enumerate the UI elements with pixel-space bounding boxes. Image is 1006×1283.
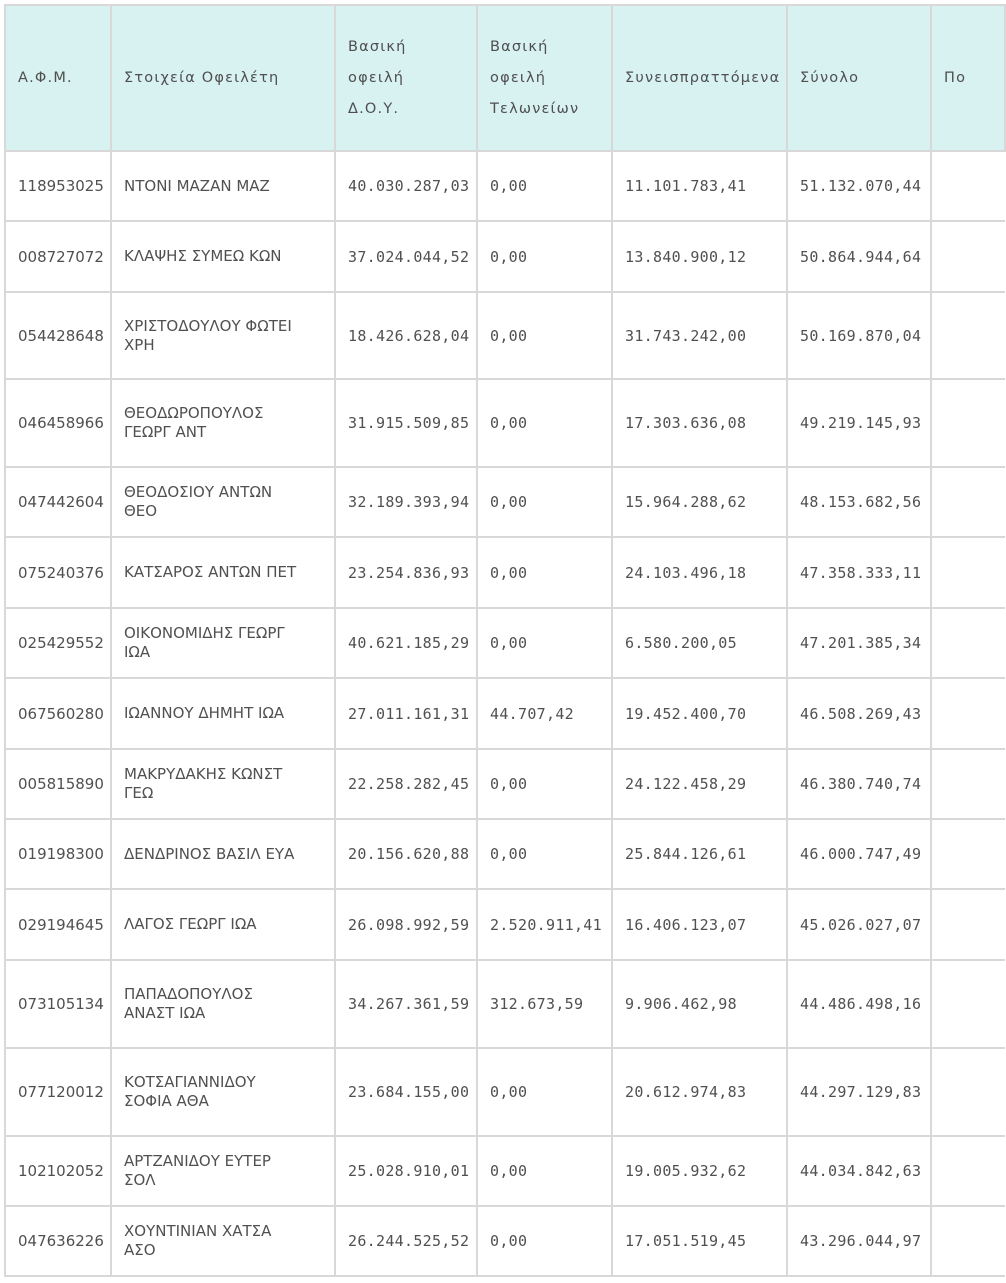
debtor-name-cell	[111, 537, 335, 608]
truncated-column-cell	[931, 292, 1005, 379]
basic-debt-customs-cell: 0,00	[477, 1206, 612, 1276]
co-collected-cell: 16.406.123,07	[612, 889, 787, 960]
basic-debt-customs-cell: 0,00	[477, 221, 612, 292]
co-collected-cell: 13.840.900,12	[612, 221, 787, 292]
header-afm: Α.Φ.Μ.	[5, 5, 111, 151]
debtor-name-text: ΛΑΓΟΣ ΓΕΩΡΓ ΙΩΑ	[124, 915, 257, 933]
basic-debt-customs-cell: 0,00	[477, 537, 612, 608]
debtor-name-text: ΧΡΙΣΤΟΔΟΥΛΟΥ ΦΩΤΕΙ ΧΡΗ	[124, 316, 292, 354]
total-cell: 46.380.740,74	[787, 749, 931, 819]
basic-debt-doy-cell: 25.028.910,01	[335, 1136, 477, 1206]
basic-debt-doy-cell: 40.621.185,29	[335, 608, 477, 678]
co-collected-cell: 9.906.462,98	[612, 960, 787, 1048]
total-cell: 51.132.070,44	[787, 151, 931, 221]
debtor-name-cell	[111, 889, 335, 960]
basic-debt-doy-cell: 23.254.836,93	[335, 537, 477, 608]
total-cell: 44.486.498,16	[787, 960, 931, 1048]
co-collected-cell: 20.612.974,83	[612, 1048, 787, 1136]
afm-cell: 019198300	[5, 819, 111, 889]
total-cell: 44.297.129,83	[787, 1048, 931, 1136]
table-row	[5, 221, 1005, 292]
afm-cell: 102102052	[5, 1136, 111, 1206]
afm-cell: 047442604	[5, 467, 111, 537]
debtor-name-cell	[111, 1048, 335, 1136]
debtor-name-cell	[111, 467, 335, 537]
basic-debt-doy-cell: 18.426.628,04	[335, 292, 477, 379]
debtor-name-text: ΜΑΚΡΥΔΑΚΗΣ ΚΩΝΣΤ ΓΕΩ	[124, 765, 283, 802]
debtor-name-cell	[111, 1206, 335, 1276]
debtor-name-cell	[111, 292, 335, 379]
afm-cell: 067560280	[5, 678, 111, 749]
truncated-column-cell	[931, 749, 1005, 819]
debtor-name-text: ΘΕΟΔΟΣΙΟΥ ΑΝΤΩΝ ΘΕΟ	[124, 483, 273, 520]
table-row	[5, 1206, 1005, 1276]
truncated-column-cell	[931, 889, 1005, 960]
total-cell: 45.026.027,07	[787, 889, 931, 960]
co-collected-cell: 15.964.288,62	[612, 467, 787, 537]
co-collected-cell: 24.103.496,18	[612, 537, 787, 608]
debtor-name-cell	[111, 819, 335, 889]
table-row	[5, 819, 1005, 889]
debtor-name-text: ΘΕΟΔΩΡΟΠΟΥΛΟΣ ΓΕΩΡΓ ΑΝΤ	[124, 404, 264, 441]
afm-cell: 075240376	[5, 537, 111, 608]
basic-debt-customs-cell: 0,00	[477, 1048, 612, 1136]
basic-debt-customs-cell: 0,00	[477, 292, 612, 379]
basic-debt-doy-cell: 26.098.992,59	[335, 889, 477, 960]
header-debtor-details: Στοιχεία Οφειλέτη	[111, 5, 335, 151]
table-row	[5, 151, 1005, 221]
debtor-name-text: ΚΟΤΣΑΓΙΑΝΝΙΔΟΥ ΣΟΦΙΑ ΑΘΑ	[124, 1073, 256, 1110]
basic-debt-doy-cell: 23.684.155,00	[335, 1048, 477, 1136]
afm-cell: 077120012	[5, 1048, 111, 1136]
total-cell: 44.034.842,63	[787, 1136, 931, 1206]
header-tel-line-3: Τελωνείων	[490, 100, 580, 117]
table-row	[5, 749, 1005, 819]
basic-debt-doy-cell: 31.915.509,85	[335, 379, 477, 467]
total-cell: 46.508.269,43	[787, 678, 931, 749]
truncated-column-cell	[931, 379, 1005, 467]
header-doy-line-2: οφειλή	[348, 69, 405, 86]
table-row	[5, 678, 1005, 749]
debtor-name-text: ΝΤΟΝΙ ΜΑΖΑΝ ΜΑΖ	[124, 176, 270, 195]
basic-debt-doy-cell: 40.030.287,03	[335, 151, 477, 221]
debtor-name-cell	[111, 221, 335, 292]
total-cell: 47.201.385,34	[787, 608, 931, 678]
co-collected-cell: 25.844.126,61	[612, 819, 787, 889]
total-cell: 47.358.333,11	[787, 537, 931, 608]
truncated-column-cell	[931, 819, 1005, 889]
header-doy-line-3: Δ.Ο.Υ.	[348, 100, 400, 117]
afm-cell: 073105134	[5, 960, 111, 1048]
header-basic-debt-customs	[477, 5, 612, 151]
basic-debt-customs-cell: 0,00	[477, 379, 612, 467]
total-cell: 50.169.870,04	[787, 292, 931, 379]
debtor-name-cell	[111, 960, 335, 1048]
table-row	[5, 292, 1005, 379]
afm-cell: 054428648	[5, 292, 111, 379]
afm-cell: 029194645	[5, 889, 111, 960]
debtor-name-cell	[111, 1136, 335, 1206]
total-cell: 43.296.044,97	[787, 1206, 931, 1276]
afm-cell: 046458966	[5, 379, 111, 467]
debtor-name-cell	[111, 608, 335, 678]
truncated-column-cell	[931, 1048, 1005, 1136]
table-header-row	[5, 5, 1005, 151]
table-row	[5, 467, 1005, 537]
debtor-name-cell	[111, 379, 335, 467]
debtor-name-text: ΑΡΤΖΑΝΙΔΟΥ ΕΥΤΕΡ ΣΟΛ	[124, 1152, 271, 1189]
total-cell: 49.219.145,93	[787, 379, 931, 467]
debtor-name-text: ΧΟΥΝΤΙΝΙΑΝ ΧΑΤΣΑ ΑΣΟ	[124, 1222, 272, 1259]
basic-debt-doy-cell: 37.024.044,52	[335, 221, 477, 292]
co-collected-cell: 6.580.200,05	[612, 608, 787, 678]
afm-cell: 008727072	[5, 221, 111, 292]
afm-cell: 047636226	[5, 1206, 111, 1276]
basic-debt-doy-cell: 32.189.393,94	[335, 467, 477, 537]
header-doy-line-1: Βασική	[348, 38, 407, 55]
debtor-name-cell	[111, 678, 335, 749]
basic-debt-customs-cell: 0,00	[477, 819, 612, 889]
basic-debt-doy-cell: 26.244.525,52	[335, 1206, 477, 1276]
afm-cell: 118953025	[5, 151, 111, 221]
table-row	[5, 608, 1005, 678]
basic-debt-customs-cell: 44.707,42	[477, 678, 612, 749]
co-collected-cell: 19.005.932,62	[612, 1136, 787, 1206]
afm-cell: 025429552	[5, 608, 111, 678]
truncated-column-cell	[931, 151, 1005, 221]
total-cell: 48.153.682,56	[787, 467, 931, 537]
table-row	[5, 1048, 1005, 1136]
header-tel-line-2: οφειλή	[490, 69, 547, 86]
co-collected-cell: 24.122.458,29	[612, 749, 787, 819]
basic-debt-customs-cell: 2.520.911,41	[477, 889, 612, 960]
co-collected-cell: 31.743.242,00	[612, 292, 787, 379]
table-row	[5, 1136, 1005, 1206]
debtor-name-text: ΔΕΝΔΡΙΝΟΣ ΒΑΣΙΛ ΕΥΑ	[124, 844, 295, 863]
total-cell: 46.000.747,49	[787, 819, 931, 889]
basic-debt-customs-cell: 312.673,59	[477, 960, 612, 1048]
truncated-column-cell	[931, 608, 1005, 678]
basic-debt-customs-cell: 0,00	[477, 749, 612, 819]
truncated-column-cell	[931, 1206, 1005, 1276]
debtor-name-text: ΙΩΑΝΝΟΥ ΔΗΜΗΤ ΙΩΑ	[124, 704, 285, 722]
debtor-name-text: ΚΑΤΣΑΡΟΣ ΑΝΤΩΝ ΠΕΤ	[124, 563, 297, 581]
basic-debt-doy-cell: 20.156.620,88	[335, 819, 477, 889]
basic-debt-doy-cell: 27.011.161,31	[335, 678, 477, 749]
basic-debt-customs-cell: 0,00	[477, 467, 612, 537]
truncated-column-cell	[931, 960, 1005, 1048]
basic-debt-customs-cell: 0,00	[477, 151, 612, 221]
debtor-name-text: ΟΙΚΟΝΟΜΙΔΗΣ ΓΕΩΡΓ ΙΩΑ	[124, 624, 285, 661]
header-truncated-column: Πο	[931, 5, 1005, 151]
co-collected-cell: 19.452.400,70	[612, 678, 787, 749]
truncated-column-cell	[931, 467, 1005, 537]
afm-cell: 005815890	[5, 749, 111, 819]
basic-debt-customs-cell: 0,00	[477, 1136, 612, 1206]
total-cell: 50.864.944,64	[787, 221, 931, 292]
header-co-collected: Συνεισπραττόμενα	[612, 5, 787, 151]
truncated-column-cell	[931, 221, 1005, 292]
header-total: Σύνολο	[787, 5, 931, 151]
debtor-name-cell	[111, 151, 335, 221]
debtors-table	[4, 4, 1006, 1277]
header-basic-debt-doy	[335, 5, 477, 151]
basic-debt-doy-cell: 22.258.282,45	[335, 749, 477, 819]
truncated-column-cell	[931, 1136, 1005, 1206]
basic-debt-customs-cell: 0,00	[477, 608, 612, 678]
co-collected-cell: 17.303.636,08	[612, 379, 787, 467]
table-row	[5, 379, 1005, 467]
co-collected-cell: 17.051.519,45	[612, 1206, 787, 1276]
header-tel-line-1: Βασική	[490, 38, 549, 55]
table-row	[5, 889, 1005, 960]
table-row	[5, 960, 1005, 1048]
truncated-column-cell	[931, 678, 1005, 749]
debtor-name-text: ΚΛΑΨΗΣ ΣΥΜΕΩ ΚΩΝ	[124, 247, 282, 265]
table-row	[5, 537, 1005, 608]
co-collected-cell: 11.101.783,41	[612, 151, 787, 221]
debtor-name-text: ΠΑΠΑΔΟΠΟΥΛΟΣ ΑΝΑΣΤ ΙΩΑ	[124, 985, 253, 1022]
debtor-name-cell	[111, 749, 335, 819]
truncated-column-cell	[931, 537, 1005, 608]
basic-debt-doy-cell: 34.267.361,59	[335, 960, 477, 1048]
